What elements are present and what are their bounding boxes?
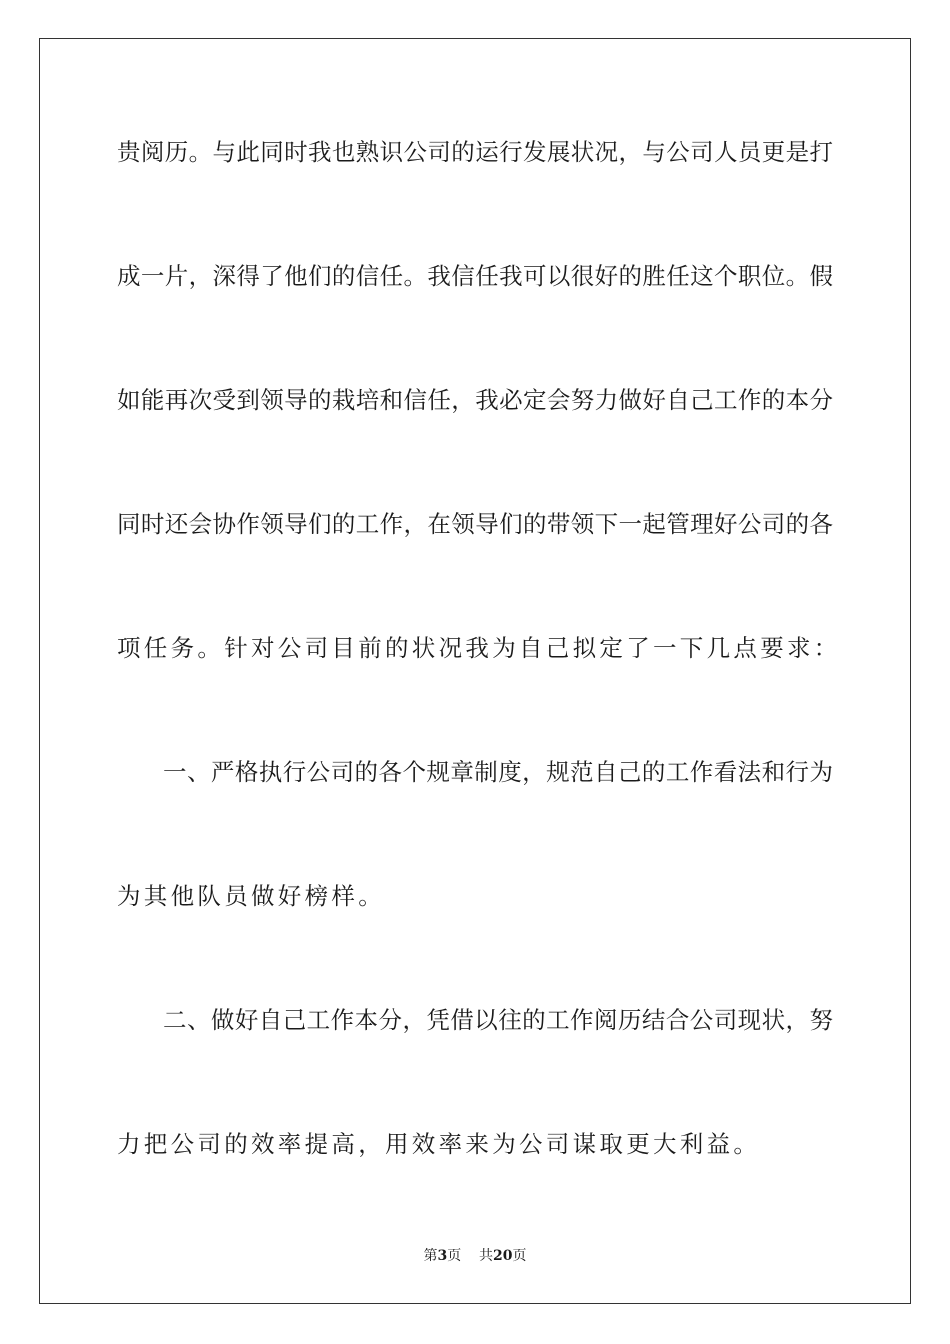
paragraph-line-1: 贵阅历。与此同时我也熟识公司的运行发展状况，与公司人员更是打 bbox=[117, 138, 833, 166]
footer-page-number: 3 bbox=[437, 1248, 448, 1264]
list-item-2-line-1: 二、做好自己工作本分，凭借以往的工作阅历结合公司现状，努 bbox=[163, 1006, 833, 1034]
footer-total-suffix: 页 bbox=[512, 1248, 527, 1264]
footer-page-suffix: 页 bbox=[447, 1248, 462, 1264]
list-item-1-line-1: 一、严格执行公司的各个规章制度，规范自己的工作看法和行为 bbox=[163, 758, 833, 786]
page-footer bbox=[0, 1246, 950, 1266]
paragraph-line-4: 同时还会协作领导们的工作，在领导们的带领下一起管理好公司的各 bbox=[117, 510, 833, 538]
footer-page-prefix: 第 bbox=[423, 1248, 438, 1264]
footer-total-prefix: 共 bbox=[479, 1248, 494, 1264]
paragraph-line-2: 成一片，深得了他们的信任。我信任我可以很好的胜任这个职位。假 bbox=[117, 262, 833, 290]
page-frame bbox=[39, 38, 911, 1304]
list-item-2-line-2: 力把公司的效率提高，用效率来为公司谋取更大利益。 bbox=[117, 1130, 761, 1158]
list-item-1-line-2: 为其他队员做好榜样。 bbox=[117, 882, 385, 910]
paragraph-line-3: 如能再次受到领导的栽培和信任，我必定会努力做好自己工作的本分 bbox=[117, 386, 833, 414]
paragraph-line-5: 项任务。针对公司目前的状况我为自己拟定了一下几点要求： bbox=[117, 634, 841, 662]
footer-total-pages: 20 bbox=[493, 1248, 513, 1264]
